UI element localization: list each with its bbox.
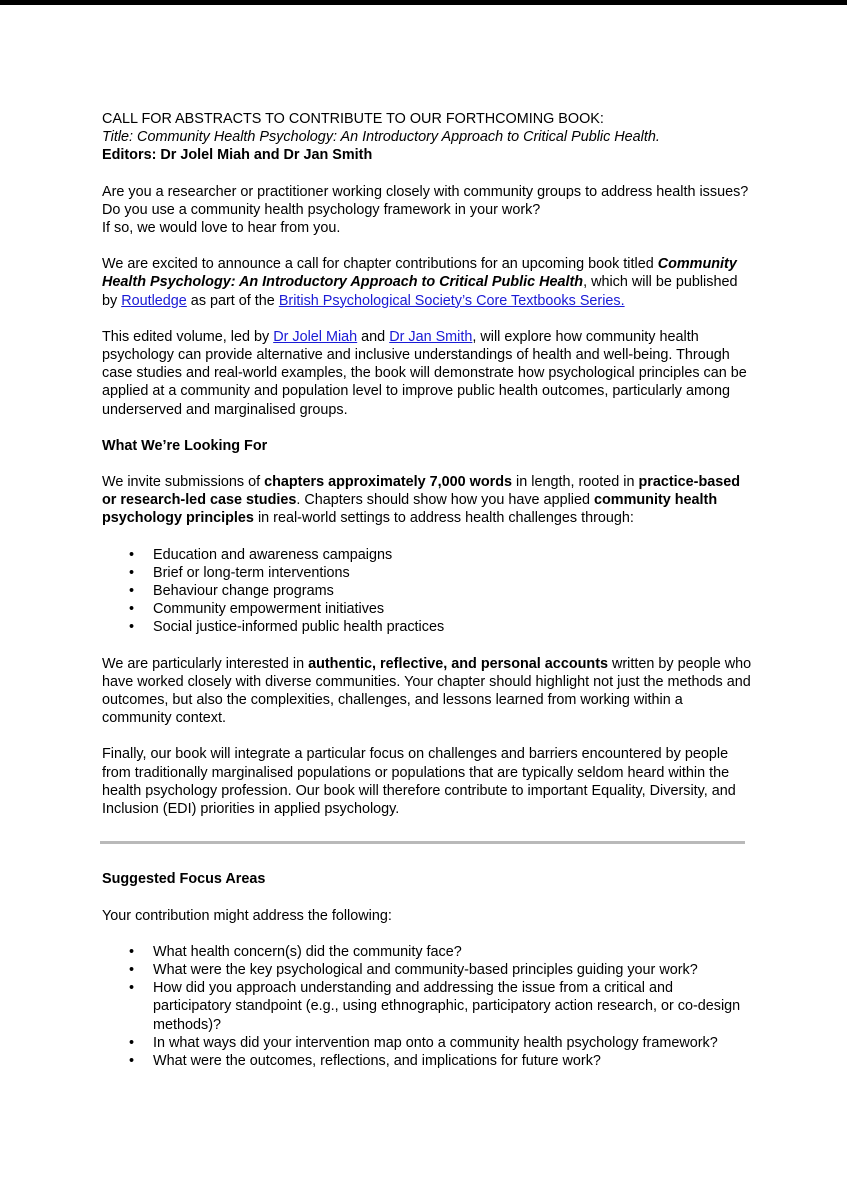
- bps-series-link[interactable]: British Psychological Society’s Core Textbooks Series.: [278, 292, 625, 309]
- list-item: • What health concern(s) did the community face?: [153, 943, 752, 961]
- horizontal-rule: [100, 841, 745, 844]
- top-border: [0, 0, 847, 5]
- list-item: • Education and awareness campaigns: [153, 546, 752, 564]
- editor-miah-link[interactable]: Dr Jolel Miah: [273, 328, 358, 345]
- intro-line-2: If so, we would love to hear from you.: [102, 220, 341, 237]
- announce-paragraph: We are excited to announce a call for chapter contributions for an upcoming book titled Community Health Psychology: An Introductory Approach to Critical Public Health, which will be published by Routledge as part of the British Psychological Society’s Core Textbooks Series.: [102, 256, 738, 309]
- list-item: • How did you approach understanding and addressing the issue from a critical and participatory standpoint (e.g., using ethnographic, participatory action research, or co-design methods)?: [153, 979, 752, 1034]
- title-block: [102, 110, 752, 165]
- book-title-emphasis: Community Health Psychology: An Introductory Approach to Critical Public Health: [102, 256, 737, 291]
- list-item: • In what ways did your intervention map onto a community health psychology framework?: [153, 1034, 752, 1052]
- volume-paragraph: This edited volume, led by Dr Jolel Miah and Dr Jan Smith, will explore how community health psychology can provide alternative and inclusive understandings of health and well-being. Through case studies and real-world examples, the book will demonstrate how psychological principles can be applied at a community and population level to improve public health outcomes, particularly among underserved and marginalised groups.: [102, 328, 747, 418]
- approaches-list: [102, 546, 752, 637]
- list-item: • Brief or long-term interventions: [153, 564, 752, 582]
- intro-paragraph: [102, 183, 752, 238]
- list-item: • Behaviour change programs: [153, 582, 752, 600]
- list-item: • What were the key psychological and community-based principles guiding your work?: [153, 961, 752, 979]
- finally-paragraph: Finally, our book will integrate a particular focus on challenges and barriers encountered by people from traditionally marginalised populations or populations that are typically seldom heard within the health psychology profession. Our book will therefore contribute to important Equality, Diversity, and Inclusion (EDI) priorities in applied psychology.: [102, 746, 736, 818]
- book-title-line: Title: Community Health Psychology: An Introductory Approach to Critical Public Health.: [102, 129, 660, 146]
- looking-for-heading: What We’re Looking For: [102, 437, 268, 454]
- list-item: • What were the outcomes, reflections, and implications for future work?: [153, 1052, 752, 1070]
- document-page: [102, 110, 752, 1088]
- focus-intro: Your contribution might address the following:: [102, 907, 392, 924]
- submissions-paragraph: We invite submissions of chapters approximately 7,000 words in length, rooted in practice-based or research-led case studies. Chapters should show how you have applied community health psychology principles in real-world settings to address health challenges through:: [102, 474, 741, 527]
- routledge-link[interactable]: Routledge: [121, 292, 187, 309]
- editor-smith-link[interactable]: Dr Jan Smith: [389, 328, 473, 345]
- intro-line-1: Are you a researcher or practitioner working closely with community groups to address health issues? Do you use a community health psychology framework in your work?: [102, 183, 749, 218]
- list-item: • Social justice-informed public health practices: [153, 618, 752, 636]
- focus-list: [102, 943, 752, 1070]
- interest-paragraph: We are particularly interested in authentic, reflective, and personal accounts written by people who have worked closely with diverse communities. Your chapter should highlight not just the methods and outcomes, but also the complexities, challenges, and lessons learned from working within a community context.: [102, 655, 752, 727]
- editors-line: Editors: Dr Jolel Miah and Dr Jan Smith: [102, 147, 373, 164]
- list-item: • Community empowerment initiatives: [153, 600, 752, 618]
- call-heading: CALL FOR ABSTRACTS TO CONTRIBUTE TO OUR FORTHCOMING BOOK:: [102, 111, 604, 127]
- focus-heading: Suggested Focus Areas: [102, 871, 266, 888]
